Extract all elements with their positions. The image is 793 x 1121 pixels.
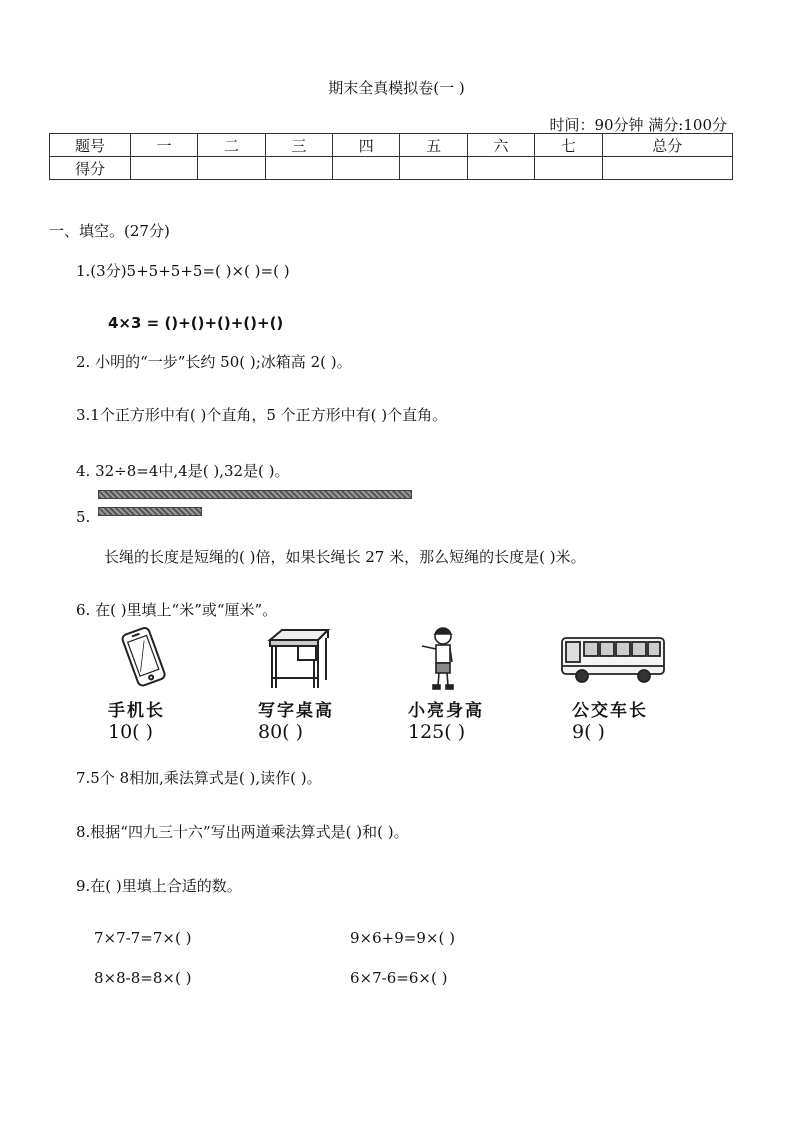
item-label: 公交车长 bbox=[572, 701, 648, 721]
question-7: 7.5个 8相加,乘法算式是( ),读作( )。 bbox=[76, 769, 322, 787]
section-heading: 一、填空。(27分) bbox=[49, 222, 170, 240]
score-input-cell[interactable] bbox=[198, 157, 265, 180]
score-input-cell[interactable] bbox=[535, 157, 602, 180]
time-info: 时间：90分钟 满分:100分 bbox=[549, 116, 727, 134]
short-rope-bar bbox=[98, 507, 202, 516]
table-cell: 四 bbox=[333, 134, 400, 157]
q9-item: 7×7-7=7×( ) bbox=[94, 929, 192, 947]
long-rope-bar bbox=[98, 490, 412, 499]
item-value: 9( ) bbox=[572, 721, 605, 743]
table-cell: 五 bbox=[400, 134, 467, 157]
table-cell: 二 bbox=[198, 134, 265, 157]
score-table bbox=[49, 133, 733, 180]
table-cell: 一 bbox=[131, 134, 198, 157]
score-input-cell[interactable] bbox=[467, 157, 534, 180]
question-5-number: 5. bbox=[76, 508, 91, 526]
desk-icon bbox=[262, 626, 378, 690]
table-cell: 七 bbox=[535, 134, 602, 157]
question-6: 6. 在( )里填上“米”或“厘米”。 bbox=[76, 601, 278, 619]
question-3: 3.1个正方形中有( )个直角，5 个正方形中有( )个直角。 bbox=[76, 406, 448, 424]
item-value: 80( ) bbox=[258, 721, 304, 743]
table-cell: 六 bbox=[467, 134, 534, 157]
question-9: 9.在( )里填上合适的数。 bbox=[76, 877, 242, 895]
table-cell: 总分 bbox=[602, 134, 732, 157]
q9-item: 8×8-8=8×( ) bbox=[94, 969, 192, 987]
boy-icon bbox=[418, 626, 528, 690]
phone-item bbox=[108, 626, 228, 743]
q9-item: 9×6+9=9×( ) bbox=[350, 929, 455, 947]
question-1-equation: 4×3 = ()+()+()+()+() bbox=[108, 314, 284, 332]
question-2: 2. 小明的“一步”长约 50( );冰箱高 2( )。 bbox=[76, 353, 352, 371]
table-cell: 题号 bbox=[50, 134, 131, 157]
boy-item bbox=[408, 626, 528, 743]
page-title: 期末全真模拟卷(一 ) bbox=[328, 79, 465, 97]
score-input-cell[interactable] bbox=[333, 157, 400, 180]
bus-item bbox=[572, 626, 692, 743]
score-input-cell[interactable] bbox=[602, 157, 732, 180]
score-input-cell[interactable] bbox=[131, 157, 198, 180]
item-label: 写字桌高 bbox=[258, 701, 334, 721]
table-cell: 三 bbox=[265, 134, 332, 157]
table-row bbox=[50, 134, 733, 157]
table-row bbox=[50, 157, 733, 180]
phone-icon bbox=[116, 626, 228, 690]
item-label: 手机长 bbox=[108, 701, 165, 721]
q9-item: 6×7-6=6×( ) bbox=[350, 969, 448, 987]
score-input-cell[interactable] bbox=[265, 157, 332, 180]
item-value: 125( ) bbox=[408, 721, 466, 743]
question-5: 长绳的长度是短绳的( )倍，如果长绳长 27 米，那么短绳的长度是( )米。 bbox=[104, 548, 586, 566]
bus-icon bbox=[558, 626, 692, 690]
desk-item bbox=[258, 626, 378, 743]
question-1: 1.(3分)5+5+5+5=( )×( )=( ) bbox=[76, 262, 290, 280]
question-8: 8.根据“四九三十六”写出两道乘法算式是( )和( )。 bbox=[76, 823, 409, 841]
score-input-cell[interactable] bbox=[400, 157, 467, 180]
item-label: 小亮身高 bbox=[408, 701, 484, 721]
item-value: 10( ) bbox=[108, 721, 154, 743]
table-cell: 得分 bbox=[50, 157, 131, 180]
question-4: 4. 32÷8=4中,4是( ),32是( )。 bbox=[76, 462, 290, 480]
